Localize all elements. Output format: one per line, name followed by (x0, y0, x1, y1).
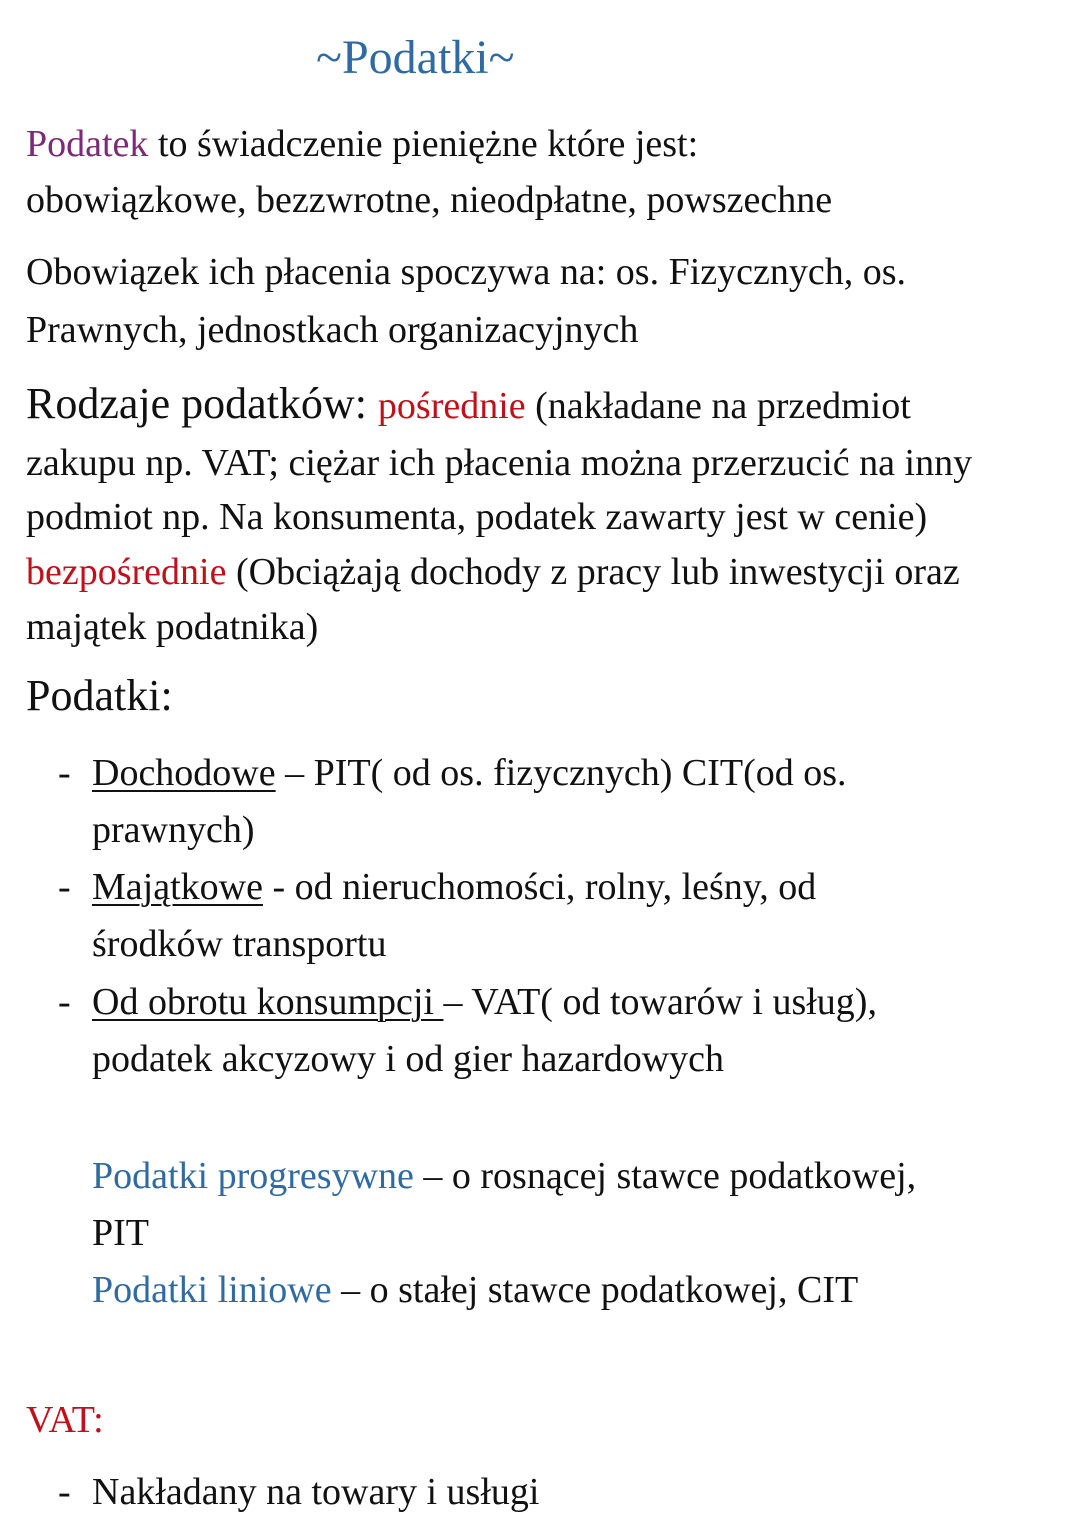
types-line (26, 379, 911, 428)
item-desc-2: podatek akcyzowy i od gier hazardowych (92, 1038, 725, 1080)
term-podatek: Podatek (26, 123, 149, 165)
item-name: Majątkowe (92, 866, 263, 908)
obligation-line-2: Prawnych, jednostkach organizacyjnych (26, 309, 639, 351)
definition-line (26, 122, 698, 166)
indirect-desc: (nakładane na przedmiot (525, 385, 911, 427)
item-name: Od obrotu konsumpcji (92, 981, 444, 1023)
types-line-5: majątek podatnika) (26, 606, 319, 648)
progressive-line (92, 1154, 916, 1198)
linear-term: Podatki liniowe (92, 1269, 332, 1311)
item-desc-2: środków transportu (92, 923, 387, 965)
linear-line (92, 1268, 858, 1312)
bullet: - (58, 866, 71, 908)
item-name: Dochodowe (92, 752, 276, 794)
types-line-4 (26, 550, 960, 594)
bullet: - (58, 981, 71, 1023)
page-title: ~Podatki~ (316, 31, 515, 84)
progressive-term: Podatki progresywne (92, 1155, 414, 1197)
vat-item: Nakładany na towary i usługi (92, 1471, 540, 1513)
types-line-3: podmiot np. Na konsumenta, podatek zawarty jest w cenie) (26, 496, 928, 538)
item-desc: – VAT( od towarów i usług), (443, 981, 877, 1023)
progressive-desc: – o rosnącej stawce podatkowej, (413, 1155, 917, 1197)
item-desc-2: prawnych) (92, 809, 255, 851)
definition-line-2: obowiązkowe, bezzwrotne, nieodpłatne, powszechne (26, 179, 833, 221)
linear-desc: – o stałej stawce podatkowej, CIT (331, 1269, 859, 1311)
direct-term: bezpośrednie (26, 551, 227, 593)
types-heading: Rodzaje podatków: (26, 379, 378, 428)
obligation-line: Obowiązek ich płacenia spoczywa na: os. Fizycznych, os. (26, 251, 907, 293)
direct-desc: (Obciążają dochody z pracy lub inwestycji oraz (226, 551, 960, 593)
progressive-line-2: PIT (92, 1212, 149, 1254)
types-line-2: zakupu np. VAT; ciężar ich płacenia można przerzucić na inny (26, 442, 973, 484)
item-desc: – PIT( od os. fizycznych) CIT(od os. (275, 752, 847, 794)
bullet: - (58, 1471, 71, 1513)
vat-heading: VAT: (26, 1399, 104, 1441)
item-desc: - od nieruchomości, rolny, leśny, od (262, 866, 817, 908)
definition-text: to świadczenie pieniężne które jest: (148, 123, 699, 165)
indirect-term: pośrednie (377, 385, 526, 427)
taxes-heading: Podatki: (26, 671, 173, 720)
bullet: - (58, 752, 71, 794)
